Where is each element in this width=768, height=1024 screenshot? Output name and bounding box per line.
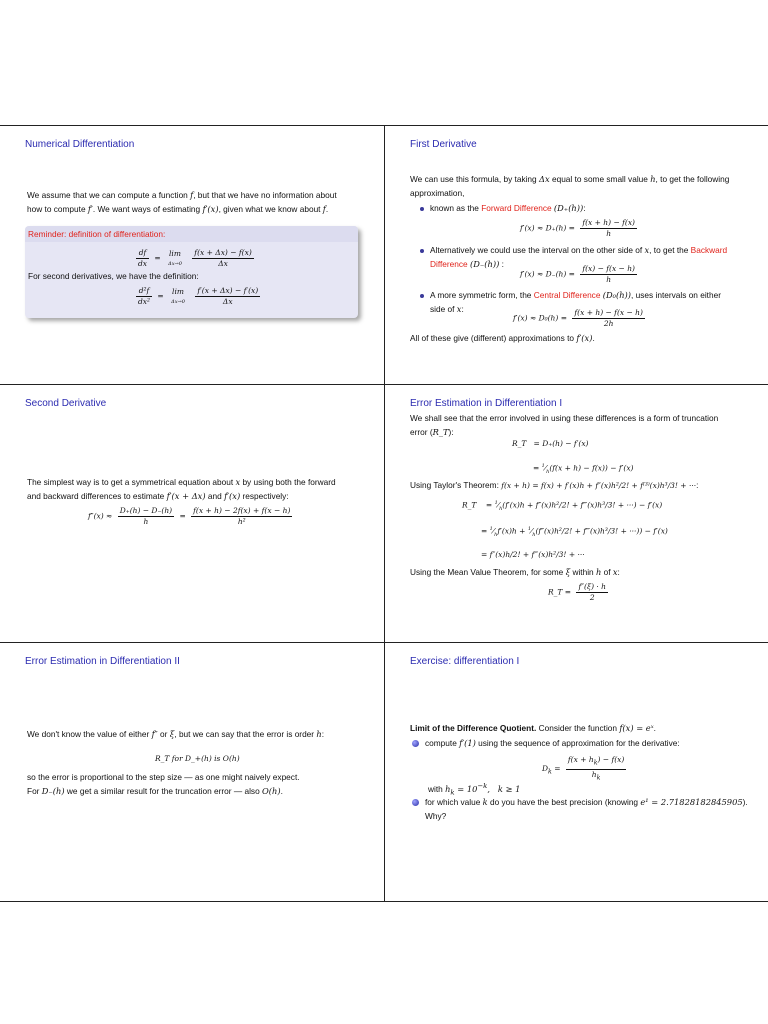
item-text: for which value xyxy=(425,797,483,807)
exercise-item-2: for which value k do you have the best precision (knowing e¹ = 2.71828182845905). Why? xyxy=(412,795,762,823)
bullet-text: A more symmetric form, the xyxy=(430,290,534,300)
intro-text: We shall see that the error involved in using these differences is a form of truncation xyxy=(410,413,719,423)
exercise-text: Consider the function xyxy=(536,723,620,733)
body-text: , but we can say that the error is order xyxy=(174,729,317,739)
slide-body: We don't know the value of either f″ or ξ, but we can say that the error is order h: xyxy=(27,729,325,739)
error-eq-2: = $^1⁄_h(f(x + h) - f(x)) - f'(x)$ xyxy=(533,463,634,475)
body-text: or xyxy=(157,729,170,739)
slide-footer: All of these give (different) approximations to f′(x). xyxy=(410,333,595,343)
bullet-text: Alternatively we could use the interval on the other side of xyxy=(430,245,645,255)
item-text: ). xyxy=(742,797,748,807)
backward-difference-term: Difference xyxy=(430,259,468,269)
order-formula: R_T for D_+(h) is O(h) xyxy=(155,754,240,763)
slide-title: First Derivative xyxy=(410,139,477,150)
second-derivative-formula: f″(x) ≈ $\frac{D_+(h) - D_-(h)}{h}$ = $\frac{f(x + h) - 2f(x) + f(x - h)}{\text{h²}}$ xyxy=(88,506,291,526)
intro-text: , but that we have no information about xyxy=(193,190,337,200)
taylor-line: Using Taylor's Theorem: f(x + h) = f(x) + f′(x)h + f″(x)h²/2! + f⁽³⁾(x)h³/3! + ···: xyxy=(410,480,699,490)
item-text: with xyxy=(428,783,446,794)
exercise-item-1: compute f′(1) using the sequence of approximation for the derivative: xyxy=(412,736,680,750)
slide-title: Error Estimation in Differentiation I xyxy=(410,398,563,409)
central-difference-formula: f′(x) ≈ D₀(h) = $\frac{f(x + h) - f(x - h)}{2h}$ xyxy=(513,308,643,328)
bullet-backward-difference: Alternatively we could use the interval on the other side of x, to get the Backward Difference (D₋(h)) : xyxy=(420,243,765,271)
body-text: we get a similar result for the truncation error — also xyxy=(64,786,262,796)
error-eq-5: = f″(x)h/2! + f‴(x)h²/3! + ··· xyxy=(481,550,585,559)
intro-text: equal to some small value xyxy=(549,174,651,184)
bullet-text: , to get the xyxy=(649,245,691,255)
slide-intro: We shall see that the error involved in using these differences is a form of truncation error (R_T): xyxy=(410,413,719,437)
item-text: using the sequence of approximation for the derivative: xyxy=(475,738,680,748)
intro-text: , given what we know about xyxy=(218,204,323,214)
footer-text: All of these give (different) approximations to xyxy=(410,333,577,343)
backward-difference-formula: f′(x) ≈ D₋(h) = $\frac{f(x) - f(x - h)}{h}$ xyxy=(520,264,635,284)
slide-title: Second Derivative xyxy=(25,398,107,409)
taylor-text: Using Taylor's Theorem: xyxy=(410,480,502,490)
why-text: Why? xyxy=(425,811,447,821)
bullet-text: known as the xyxy=(430,203,482,213)
handout-grid xyxy=(0,125,768,902)
body-text: so the error is proportional to the step size — as one might naively expect. xyxy=(27,772,300,782)
slide-numerical-differentiation xyxy=(0,126,384,384)
bullet-forward-difference: known as the Forward Difference (D₊(h)): xyxy=(420,201,586,215)
block-title: Reminder: definition of differentiation: xyxy=(28,229,166,239)
dk-formula: $D_k$ = $\frac{f(x + h_k) - f(x)}{h_k}$ xyxy=(542,755,625,781)
reminder-block xyxy=(25,226,358,318)
e-value: 2.71828182845905 xyxy=(660,797,743,807)
mvt-formula: R_T = $\frac{f''(\xi) \cdot h}{2}$ xyxy=(548,582,606,602)
mvt-text: Using the Mean Value Theorem, for some xyxy=(410,567,566,577)
slide-second-derivative xyxy=(0,385,384,643)
mvt-text: of xyxy=(601,567,613,577)
second-derivative-text: For second derivatives, we have the definition: xyxy=(28,271,199,281)
slide-first-derivative xyxy=(385,126,768,384)
error-eq-1: R_T = D₊(h) − f′(x) xyxy=(512,439,589,448)
item-text: compute xyxy=(425,738,460,748)
bullet-central-difference: A more symmetric form, the Central Difference (D₀(h)), uses intervals on either side of x: xyxy=(420,288,765,316)
bullet-ball-icon xyxy=(412,799,419,806)
mvt-line: Using the Mean Value Theorem, for some ξ within h of x: xyxy=(410,567,620,577)
slide-body: so the error is proportional to the step size — as one might naively expect. For D₋(h) we get a similar result for the truncation error — also O(h). xyxy=(27,772,300,796)
slide-title: Error Estimation in Differentiation II xyxy=(25,656,180,667)
body-text: The simplest way is to get a symmetrical equation about xyxy=(27,477,236,487)
slide-exercise xyxy=(385,643,768,901)
mvt-text: within xyxy=(570,567,596,577)
slide-body: The simplest way is to get a symmetrical equation about x by using both the forward and backward differences to estimate f′(x + Δx) and f′(x) respectively: xyxy=(27,477,336,501)
body-text: respectively: xyxy=(240,491,289,501)
body-text: and backward differences to estimate xyxy=(27,491,167,501)
slide-error-estimation-2 xyxy=(0,643,384,901)
body-text: We don't know the value of either xyxy=(27,729,152,739)
body-text: For xyxy=(27,786,42,796)
bullet-text: , uses intervals on either xyxy=(631,290,721,300)
intro-text: . We want ways of estimating xyxy=(92,204,203,214)
slide-error-estimation-1 xyxy=(385,385,768,643)
slide-title: Numerical Differentiation xyxy=(25,139,135,150)
intro-text: approximation, xyxy=(410,188,465,198)
slide-intro: We can use this formula, by taking Δx equal to some small value h, to get the following approximation, xyxy=(410,174,730,198)
intro-text: We assume that we can compute a function xyxy=(27,190,191,200)
intro-text: how to compute xyxy=(27,204,88,214)
item-text: do you have the best precision (knowing xyxy=(487,797,641,807)
central-difference-term: Central Difference xyxy=(533,290,601,300)
slide-title: Exercise: differentiation I xyxy=(410,656,520,667)
exercise-lead: Limit of the Difference Quotient. Consider the function f(x) = eˣ. xyxy=(410,723,656,733)
body-text: and xyxy=(205,491,225,501)
error-eq-3: R_T = $^1⁄_h(f'(x)h + f''(x)h^2/2$! + f‴(x)h³/3! + ···) − f′(x) xyxy=(462,500,663,512)
backward-difference-term: Backward xyxy=(690,245,728,255)
slide-intro: We assume that we can compute a function f, but that we have no information about how to compute f′. We want ways of estimating f′(x), given what we know about f. xyxy=(27,190,337,214)
body-text: by using both the forward xyxy=(240,477,336,487)
error-eq-4: = $^1⁄_hf'(x)h$ + $^1⁄_h(f''(x)h^2/2$! + f‴(x)h³/3! + ···)) − f′(x) xyxy=(481,526,668,538)
intro-text: We can use this formula, by taking xyxy=(410,174,539,184)
derivative-definition: $\frac{df}{dx}$ = lim Δx→0 $\frac{f(x + \Delta x) - f(x)}{\Delta x}$ xyxy=(138,248,252,268)
intro-text: , to get the following xyxy=(655,174,730,184)
forward-difference-formula: f′(x) ≈ D₊(h) = $\frac{f(x + h) - f(x)}{h}$ xyxy=(520,218,635,238)
forward-difference-term: Forward Difference xyxy=(481,203,552,213)
exercise-heading: Limit of the Difference Quotient. xyxy=(410,723,537,733)
bullet-ball-icon xyxy=(412,740,419,747)
bullet-text: side of xyxy=(430,304,457,314)
hk-definition: with $h_k = 10^{-k}$, k ≥ 1 xyxy=(428,782,521,797)
intro-text: error ( xyxy=(410,427,433,437)
second-derivative-definition: $\frac{\text{d²f}}{\text{dx²}}$ = lim Δx→0 $\frac{f'(x + \Delta x) - f'(x)}{\Delta x}$ xyxy=(138,286,259,306)
